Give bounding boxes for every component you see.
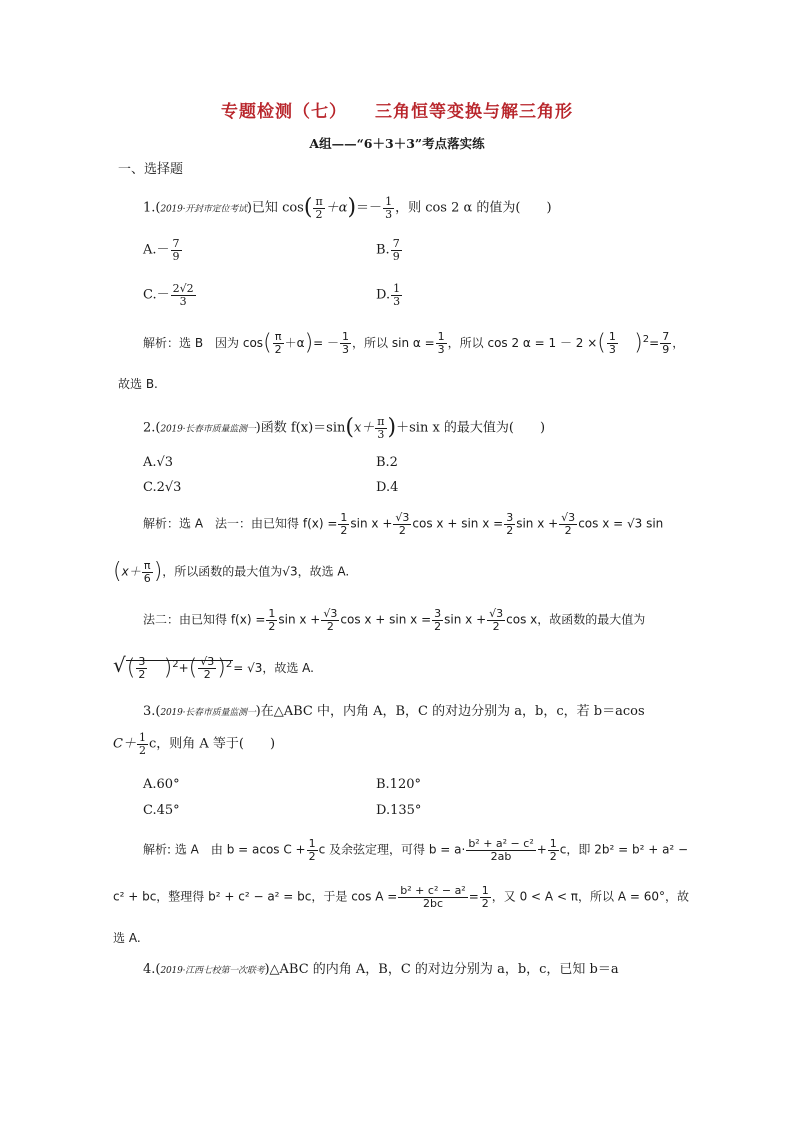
q1-solution-end: 故选 B. xyxy=(118,377,158,391)
q2-solution-method-1-cont: (x＋ $\frac{\pi}{6}$ )，所以函数的最大值为√3，故选 A. xyxy=(113,559,350,585)
q2-option-b: B.2 xyxy=(376,455,398,470)
question-3-source: 2019·长春市质量监测一 xyxy=(160,708,256,718)
q3-option-b: B.120° xyxy=(376,777,421,792)
q2-solution-method-1: 解析：选 A 法一：由已知得 f(x) = $\frac{1}{2}$ sin x + $\frac{√3}{2}$ cos x + sin x = $\frac{3}{2}$ sin x + $\frac{√3}{2}$ cos x = √3 sin xyxy=(143,511,664,537)
q3-solution: 解析: 选 A 由 b = acos C + $\frac{1}{2}$ c 及余弦定理，可得 b = a· $\frac{\text{b² + a² − c²}}{2ab}$ + $\frac{1}{2}$ c，即 2b² = b² + a² − xyxy=(143,837,689,863)
q2-solution-method-2-cont: √( $\frac{3}{2}$ )$^2$+( $\frac{√3}{2}$ )$^2$= √3，故选 A. xyxy=(113,653,314,681)
q3-option-d: D.135° xyxy=(376,803,422,818)
q3-option-a: A.60° xyxy=(143,777,180,792)
q3-option-c: C.45° xyxy=(143,803,180,818)
q2-solution-method-2: 法二：由已知得 f(x) = $\frac{1}{2}$ sin x + $\frac{√3}{2}$ cos x + sin x = $\frac{3}{2}$ sin x + $\frac{√3}{2}$ cos x，故函数的最大值为 xyxy=(143,607,646,633)
title-right: 三角恒等变换与解三角形 xyxy=(375,102,573,122)
q2-option-c: C.2√3 xyxy=(143,480,182,495)
title-left: 专题检测（七） xyxy=(221,102,347,122)
question-3-cont: C＋ $\frac{1}{2}$ c，则角 A 等于( ) xyxy=(113,731,276,757)
q1-option-a: A.－ $\frac{7}{9}$ xyxy=(143,237,180,263)
section-heading: 一、选择题 xyxy=(118,162,184,177)
page-title xyxy=(0,97,794,122)
q3-solution-end: 选 A. xyxy=(113,931,141,945)
q2-option-a: A.√3 xyxy=(143,455,174,470)
q3-solution-cont: c² + bc，整理得 b² + c² − a² = bc，于是 cos A = $\frac{\text{b² + c² − a²}}{2bc}$ = $\frac{1}{2}$ ，又 0 < A < π，所以 A = 60°，故 xyxy=(113,884,690,910)
q1-option-d: D. $\frac{1}{3}$ xyxy=(376,282,401,308)
question-3: 3.(2019·长春市质量监测一)在△ABC 中，内角 A，B，C 的对边分别为 a，b，c，若 b＝acos xyxy=(143,704,645,719)
question-1-source: 2019·开封市定位考试 xyxy=(160,204,247,215)
question-4: 4.(2019·江西七校第一次联考)△ABC 的内角 A，B，C 的对边分别为 a，b，c，已知 b＝a xyxy=(143,962,619,977)
group-subtitle: A组——“6＋3＋3”考点落实练 xyxy=(309,136,485,151)
question-1: 1.(2019·开封市定位考试)已知 cos( $\frac{\pi}{2}$ ＋α)＝－ $\frac{1}{3}$ ，则 cos 2 α 的值为( ) xyxy=(143,195,552,221)
q2-option-d: D.4 xyxy=(376,480,399,495)
question-2: 2.(2019·长春市质量监测一)函数 f(x)＝sin(x＋ $\frac{\pi}{3}$ )＋sin x 的最大值为( ) xyxy=(143,415,546,441)
q1-option-c: C.－ $\frac{2√2}{3}$ xyxy=(143,282,194,308)
question-4-source: 2019·江西七校第一次联考 xyxy=(160,966,265,976)
question-2-source: 2019·长春市质量监测一 xyxy=(160,424,256,435)
q1-solution: 解析：选 B 因为 cos( $\frac{\pi}{2}$ ＋α)= － $\frac{1}{3}$ ，所以 sin α = $\frac{1}{3}$ ，所以 cos 2 α = 1 － 2 ×( $\frac{1}{3}$ )$^2$= $\frac{7}{9}$ ， xyxy=(143,330,685,356)
q1-option-b: B. $\frac{7}{9}$ xyxy=(376,237,400,263)
